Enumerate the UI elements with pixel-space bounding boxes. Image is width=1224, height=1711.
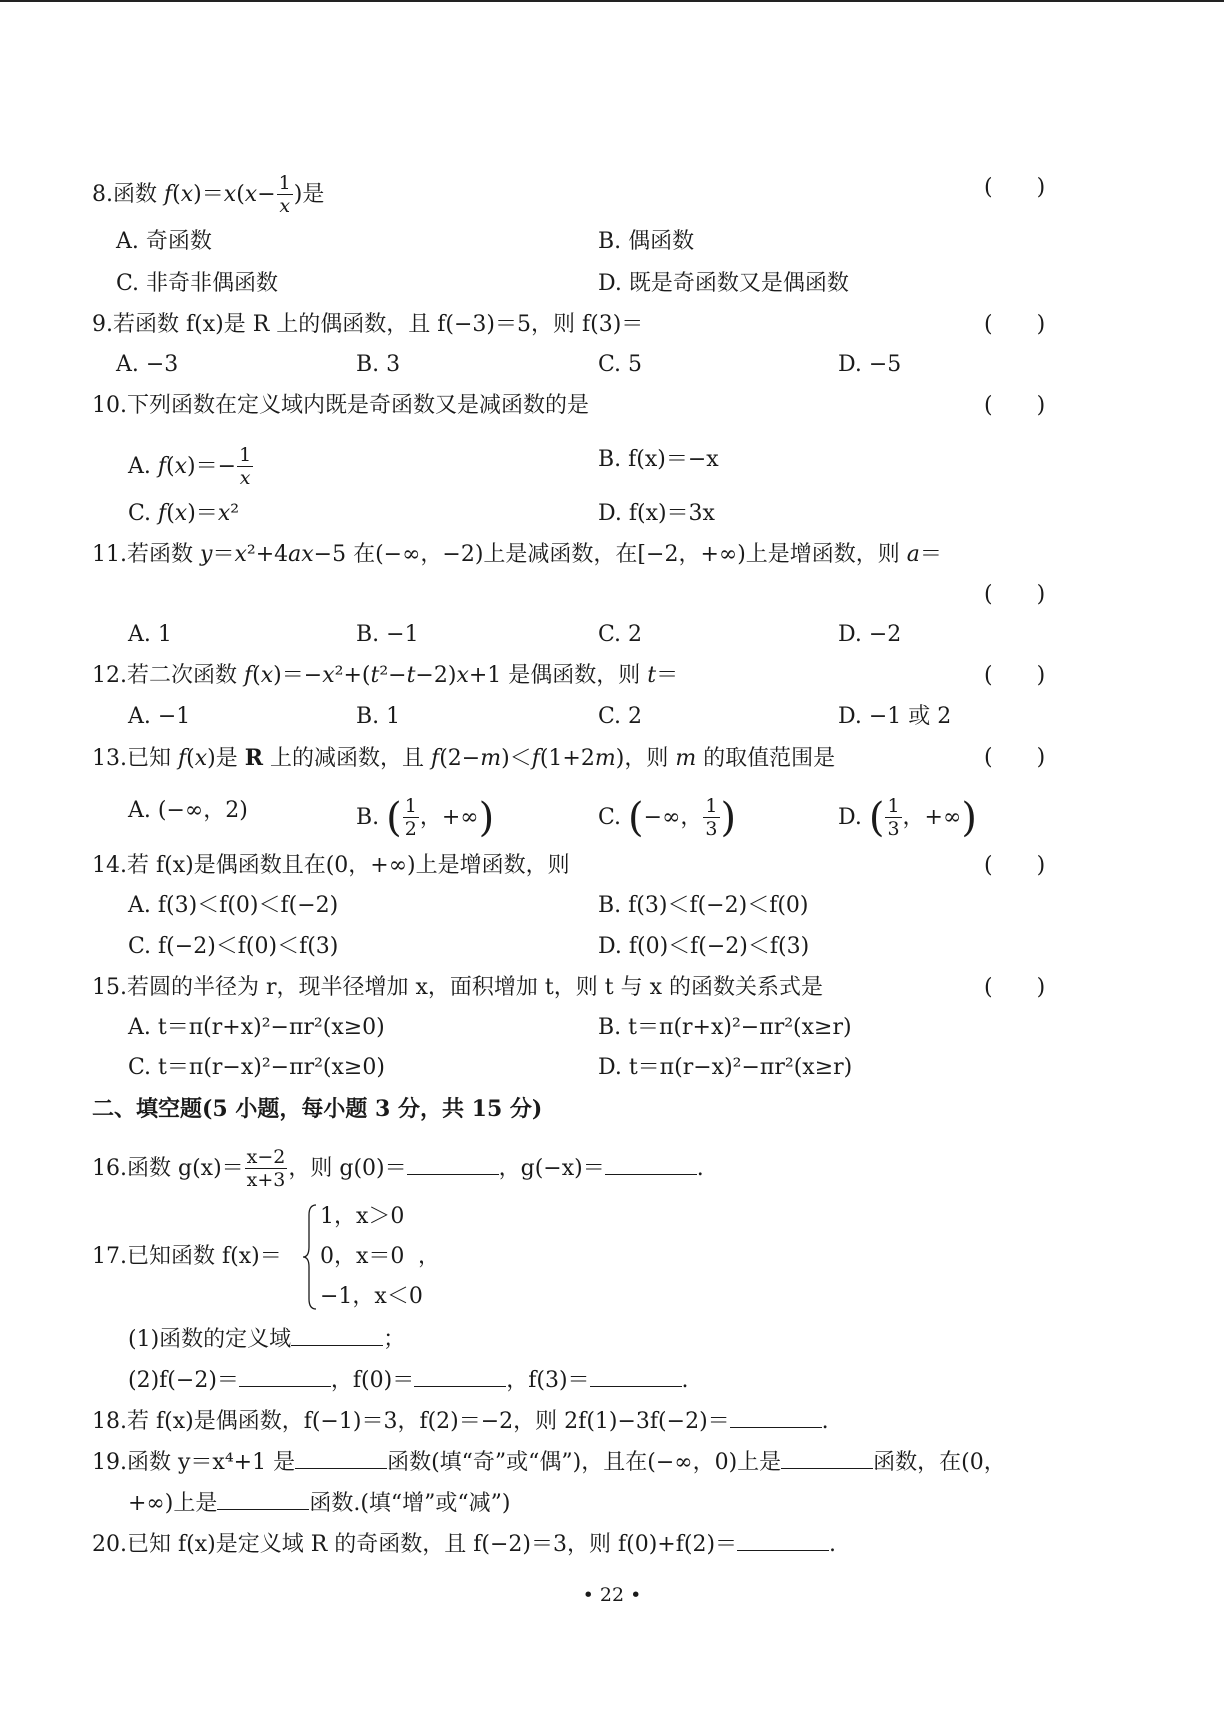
option-d: D. −2 <box>838 622 902 647</box>
option-d: D. ( $\frac{1}{3}$ ，+∞) <box>838 795 977 841</box>
answer-blank[interactable] <box>295 1448 387 1469</box>
question-9: 9.若函数 f(x)是 R 上的偶函数，且 f(−3)＝5，则 f(3)＝ <box>92 312 644 337</box>
answer-paren: ( ) <box>984 663 1046 688</box>
answer-paren: ( ) <box>984 582 1046 607</box>
fraction: $\frac{x-2}{x+3}$ <box>246 1146 286 1191</box>
option-b: B. f(3)＜f(−2)＜f(0) <box>598 893 809 918</box>
section-heading: 二、填空题(5 小题，每小题 3 分，共 15 分) <box>92 1096 543 1122</box>
question-12: 12.若二次函数 f(x)＝−x²+(t²−t−2)x+1 是偶函数，则 t＝ <box>92 663 679 688</box>
page-number: • 22 • <box>582 1584 642 1606</box>
answer-blank[interactable] <box>217 1489 309 1510</box>
piecewise-case-1: 1，x＞0 <box>320 1204 405 1229</box>
option-c: C. t＝π(r−x)²−πr²(x≥0) <box>128 1055 385 1080</box>
option-c: C. 5 <box>598 352 643 377</box>
option-c: C. 非奇非偶函数 <box>116 271 279 296</box>
fraction: $\frac{1}{3}$ <box>887 795 900 840</box>
option-c: C. 2 <box>598 622 643 647</box>
question-16: 16.函数 g(x)＝ $\frac{x-2}{x+3}$ ，则 g(0)＝ ，g(−x)＝ . <box>92 1146 704 1191</box>
question-17-part-2: (2)f(−2)＝ ，f(0)＝ ，f(3)＝ . <box>128 1368 689 1393</box>
option-b: B. t＝π(r+x)²−πr²(x≥r) <box>598 1015 852 1040</box>
option-b: B. ( $\frac{1}{2}$ ，+∞) <box>356 795 495 841</box>
option-d: D. 既是奇函数又是偶函数 <box>598 271 849 296</box>
piecewise-case-2: 0，x＝0 <box>320 1244 405 1269</box>
piecewise-case-3: −1，x＜0 <box>320 1284 423 1309</box>
answer-blank[interactable] <box>291 1325 383 1346</box>
option-a: A. −1 <box>128 704 191 729</box>
option-d: D. f(x)＝3x <box>598 501 715 526</box>
question-17-part-1: (1)函数的定义域 ； <box>128 1327 406 1352</box>
question-19: 19.函数 y＝x⁴+1 是 函数(填“奇”或“偶”)，且在(−∞，0)上是 函数，在(0， <box>92 1450 1006 1475</box>
option-d: D. −1 或 2 <box>838 704 952 729</box>
question-11: 11.若函数 y＝x²+4ax−5 在(−∞，−2)上是减函数，在[−2，+∞)上是增函数，则 a＝ <box>92 542 942 567</box>
question-13: 13.已知 f(x)是 R 上的减函数，且 f(2−m)＜f(1+2m)，则 m 的取值范围是 <box>92 745 836 771</box>
answer-blank[interactable] <box>590 1366 682 1387</box>
top-border <box>0 0 1224 2</box>
option-c: C. f(x)＝x² <box>128 501 240 526</box>
option-a: A. f(3)＜f(0)＜f(−2) <box>128 893 339 918</box>
option-a: A. (−∞，2) <box>128 798 248 823</box>
answer-blank[interactable] <box>730 1407 822 1428</box>
option-a: A. t＝π(r+x)²−πr²(x≥0) <box>128 1015 385 1040</box>
answer-paren: ( ) <box>984 975 1046 1000</box>
question-8: 8.函数 f(x)＝x(x− $\frac{1}{x}$ )是 <box>92 172 325 217</box>
fraction: $\frac{1}{x}$ <box>278 172 291 217</box>
question-17: 17.已知函数 f(x)＝ <box>92 1244 282 1269</box>
question-14: 14.若 f(x)是偶函数且在(0，+∞)上是增函数，则 <box>92 853 570 878</box>
option-b: B. f(x)＝−x <box>598 447 719 472</box>
option-a: A. 1 <box>128 622 172 647</box>
answer-paren: ( ) <box>984 175 1046 200</box>
answer-blank[interactable] <box>414 1366 506 1387</box>
question-18: 18.若 f(x)是偶函数，f(−1)＝3，f(2)＝−2，则 2f(1)−3f(−2)＝ . <box>92 1409 829 1434</box>
answer-blank[interactable] <box>239 1366 331 1387</box>
answer-paren: ( ) <box>984 393 1046 418</box>
option-b: B. 1 <box>356 704 401 729</box>
answer-blank[interactable] <box>781 1448 873 1469</box>
option-d: D. −5 <box>838 352 902 377</box>
answer-paren: ( ) <box>984 312 1046 337</box>
option-d: D. f(0)＜f(−2)＜f(3) <box>598 934 810 959</box>
option-a: A. f(x)＝− $\frac{1}{x}$ <box>128 444 252 489</box>
option-c: C. f(−2)＜f(0)＜f(3) <box>128 934 339 959</box>
answer-blank[interactable] <box>407 1154 499 1175</box>
question-19-cont: +∞)上是 函数.(填“增”或“减”) <box>128 1491 511 1516</box>
option-b: B. 3 <box>356 352 401 377</box>
answer-paren: ( ) <box>984 745 1046 770</box>
option-d: D. t＝π(r−x)²−πr²(x≥r) <box>598 1055 853 1080</box>
option-b: B. 偶函数 <box>598 229 695 254</box>
question-20: 20.已知 f(x)是定义域 R 的奇函数，且 f(−2)＝3，则 f(0)+f(2)＝ . <box>92 1532 837 1557</box>
piecewise-brace <box>302 1203 318 1317</box>
question-15: 15.若圆的半径为 r，现半径增加 x，面积增加 t，则 t 与 x 的函数关系式是 <box>92 975 823 1000</box>
fraction: $\frac{1}{2}$ <box>404 795 417 840</box>
option-c: C. 2 <box>598 704 643 729</box>
option-a: A. 奇函数 <box>116 229 212 254</box>
fraction: $\frac{1}{3}$ <box>705 795 718 840</box>
comma: ， <box>418 1244 441 1269</box>
question-10: 10.下列函数在定义域内既是奇函数又是减函数的是 <box>92 393 590 418</box>
answer-blank[interactable] <box>737 1530 829 1551</box>
answer-paren: ( ) <box>984 853 1046 878</box>
option-c: C. (−∞， $\frac{1}{3}$ ) <box>598 795 737 841</box>
option-a: A. −3 <box>116 352 179 377</box>
option-b: B. −1 <box>356 622 419 647</box>
answer-blank[interactable] <box>605 1154 697 1175</box>
fraction: $\frac{1}{x}$ <box>239 444 252 489</box>
